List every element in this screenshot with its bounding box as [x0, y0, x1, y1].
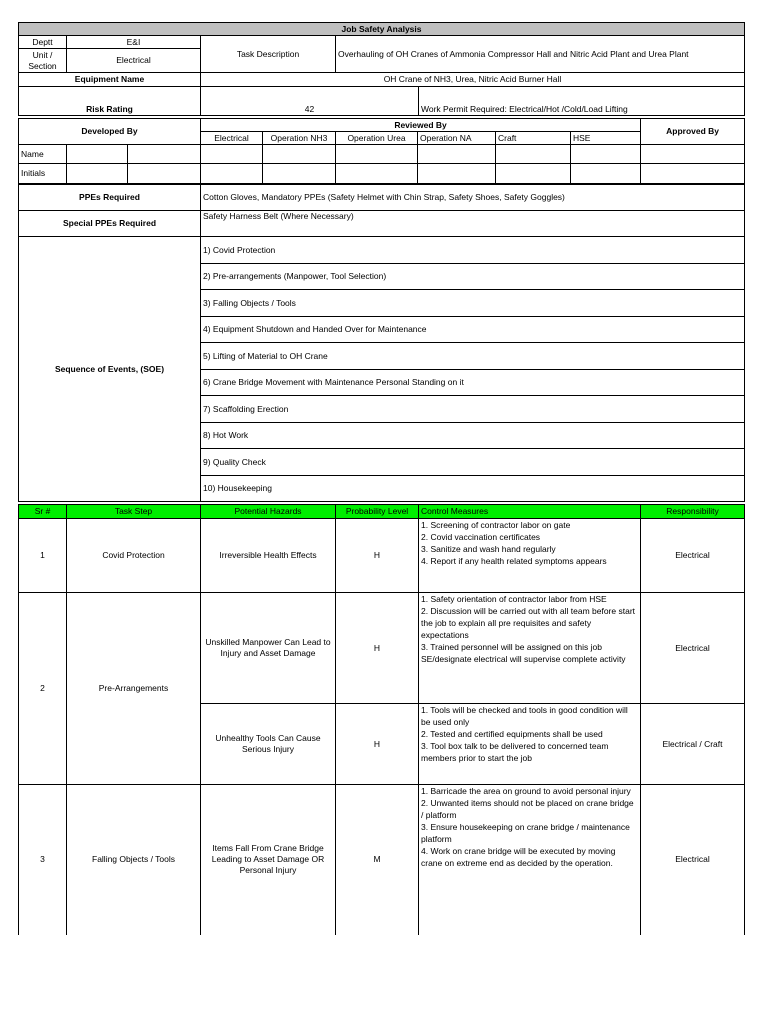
table-row: [19, 593, 745, 704]
initials-cell: [418, 164, 496, 184]
reviewer-hse: HSE: [571, 132, 641, 145]
soe-item: 8) Hot Work: [201, 423, 745, 449]
task-steps-table: [18, 504, 745, 935]
control-measure: 1. Safety orientation of contractor labor from HSE: [421, 594, 607, 604]
name-cell: [128, 145, 201, 164]
ppe-required-value: Cotton Gloves, Mandatory PPEs (Safety Helmet with Chin Strap, Safety Shoes, Safety Goggles): [201, 185, 745, 211]
document-title: Job Safety Analysis: [19, 23, 745, 36]
hazard-cell: Unskilled Manpower Can Lead to Injury and Asset Damage: [201, 593, 336, 704]
name-label: Name: [19, 145, 67, 164]
task-description-value: Overhauling of OH Cranes of Ammonia Compressor Hall and Nitric Acid Plant and Urea Plant: [336, 36, 745, 73]
task-step-cell: Pre-Arrangements: [67, 593, 201, 785]
responsibility-cell: Electrical: [641, 593, 745, 704]
task-step-cell: Covid Protection: [67, 519, 201, 593]
name-cell: [201, 145, 263, 164]
initials-cell: [201, 164, 263, 184]
ppe-soe-table: [18, 184, 745, 502]
control-measures-cell: [419, 593, 641, 704]
sr-cell: 3: [19, 785, 67, 935]
control-measures-cell: [419, 785, 641, 935]
col-control-measures: Control Measures: [419, 505, 641, 519]
control-measures-cell: [419, 704, 641, 785]
name-cell: [67, 145, 128, 164]
soe-item: 5) Lifting of Material to OH Crane: [201, 343, 745, 370]
name-cell: [641, 145, 745, 164]
control-measure: 1. Tools will be checked and tools in good condition will be used only: [421, 705, 628, 727]
initials-cell: [263, 164, 336, 184]
soe-item: 4) Equipment Shutdown and Handed Over for Maintenance: [201, 317, 745, 343]
review-table: [18, 118, 745, 184]
responsibility-cell: Electrical: [641, 785, 745, 935]
name-cell: [418, 145, 496, 164]
task-description-label: Task Description: [201, 36, 336, 73]
unit-section-value: Electrical: [67, 49, 201, 73]
responsibility-cell: Electrical / Craft: [641, 704, 745, 785]
probability-cell: H: [336, 704, 419, 785]
col-potential-hazards: Potential Hazards: [201, 505, 336, 519]
probability-cell: M: [336, 785, 419, 935]
initials-label: Initials: [19, 164, 67, 184]
name-cell: [263, 145, 336, 164]
sr-cell: 2: [19, 593, 67, 785]
special-ppe-value: Safety Harness Belt (Where Necessary): [201, 211, 745, 237]
header-table: [18, 22, 745, 116]
control-measure: 2. Tested and certified equipments shall be used: [421, 729, 603, 739]
initials-cell: [128, 164, 201, 184]
control-measure: 2. Covid vaccination certificates: [421, 532, 541, 542]
control-measure: 3. Sanitize and wash hand regularly: [421, 544, 556, 554]
deptt-label: Deptt: [19, 36, 67, 49]
control-measure: 3. Trained personnel will be assigned on this job SE/designate electrical will supervise complete activity: [421, 642, 626, 664]
col-responsibility: Responsibility: [641, 505, 745, 519]
work-permit-required: Work Permit Required: Electrical/Hot /Cold/Load Lifting: [419, 87, 745, 116]
probability-cell: H: [336, 519, 419, 593]
control-measure: 2. Discussion will be carried out with all team before start the job to explain all pre requisites and safety expectations: [421, 606, 636, 640]
table-row: [19, 519, 745, 593]
unit-section-label: Unit / Section: [19, 49, 67, 73]
reviewer-electrical: Electrical: [201, 132, 263, 145]
initials-cell: [641, 164, 745, 184]
name-cell: [496, 145, 571, 164]
soe-item: 2) Pre-arrangements (Manpower, Tool Selection): [201, 264, 745, 290]
soe-item: 3) Falling Objects / Tools: [201, 290, 745, 317]
soe-label: Sequence of Events, (SOE): [19, 237, 201, 502]
control-measure: 4. Report if any health related symptoms appears: [421, 556, 607, 566]
ppe-required-label: PPEs Required: [19, 185, 201, 211]
soe-item: 6) Crane Bridge Movement with Maintenance Personal Standing on it: [201, 370, 745, 396]
steps-header-row: [19, 505, 745, 519]
equipment-name-label: Equipment Name: [19, 73, 201, 87]
special-ppe-label: Special PPEs Required: [19, 211, 201, 237]
col-task-step: Task Step: [67, 505, 201, 519]
table-row: [19, 785, 745, 935]
initials-cell: [496, 164, 571, 184]
developed-by-label: Developed By: [19, 119, 201, 145]
reviewer-operation-nh3: Operation NH3: [263, 132, 336, 145]
job-safety-analysis-sheet: [18, 22, 744, 935]
control-measures-cell: [419, 519, 641, 593]
hazard-cell: Items Fall From Crane Bridge Leading to Asset Damage OR Personal Injury: [201, 785, 336, 935]
reviewer-craft: Craft: [496, 132, 571, 145]
name-cell: [336, 145, 418, 164]
soe-item: 9) Quality Check: [201, 449, 745, 476]
probability-cell: H: [336, 593, 419, 704]
risk-rating-label: Risk Rating: [19, 87, 201, 116]
control-measure: 4. Work on crane bridge will be executed by moving crane on extreme end as decided by the operation.: [421, 846, 616, 868]
risk-rating-value: 42: [201, 87, 419, 116]
hazard-cell: Irreversible Health Effects: [201, 519, 336, 593]
approved-by-label: Approved By: [641, 119, 745, 145]
name-cell: [571, 145, 641, 164]
hazard-cell: Unhealthy Tools Can Cause Serious Injury: [201, 704, 336, 785]
control-measure: 1. Barricade the area on ground to avoid personal injury: [421, 786, 631, 796]
initials-cell: [336, 164, 418, 184]
soe-item: 7) Scaffolding Erection: [201, 396, 745, 423]
deptt-value: E&I: [67, 36, 201, 49]
reviewer-operation-urea: Operation Urea: [336, 132, 418, 145]
reviewer-operation-na: Operation NA: [418, 132, 496, 145]
control-measure: 3. Tool box talk to be delivered to concerned team members prior to start the job: [421, 741, 609, 763]
sr-cell: 1: [19, 519, 67, 593]
reviewed-by-label: Reviewed By: [201, 119, 641, 132]
control-measure: 2. Unwanted items should not be placed on crane bridge / platform: [421, 798, 634, 820]
task-step-cell: Falling Objects / Tools: [67, 785, 201, 935]
equipment-name-value: OH Crane of NH3, Urea, Nitric Acid Burner Hall: [201, 73, 745, 87]
initials-cell: [571, 164, 641, 184]
soe-item: 10) Housekeeping: [201, 476, 745, 502]
initials-cell: [67, 164, 128, 184]
col-sr: Sr #: [19, 505, 67, 519]
col-probability-level: Probability Level: [336, 505, 419, 519]
soe-item: 1) Covid Protection: [201, 237, 745, 264]
responsibility-cell: Electrical: [641, 519, 745, 593]
control-measure: 1. Screening of contractor labor on gate: [421, 520, 571, 530]
control-measure: 3. Ensure housekeeping on crane bridge / maintenance platform: [421, 822, 630, 844]
